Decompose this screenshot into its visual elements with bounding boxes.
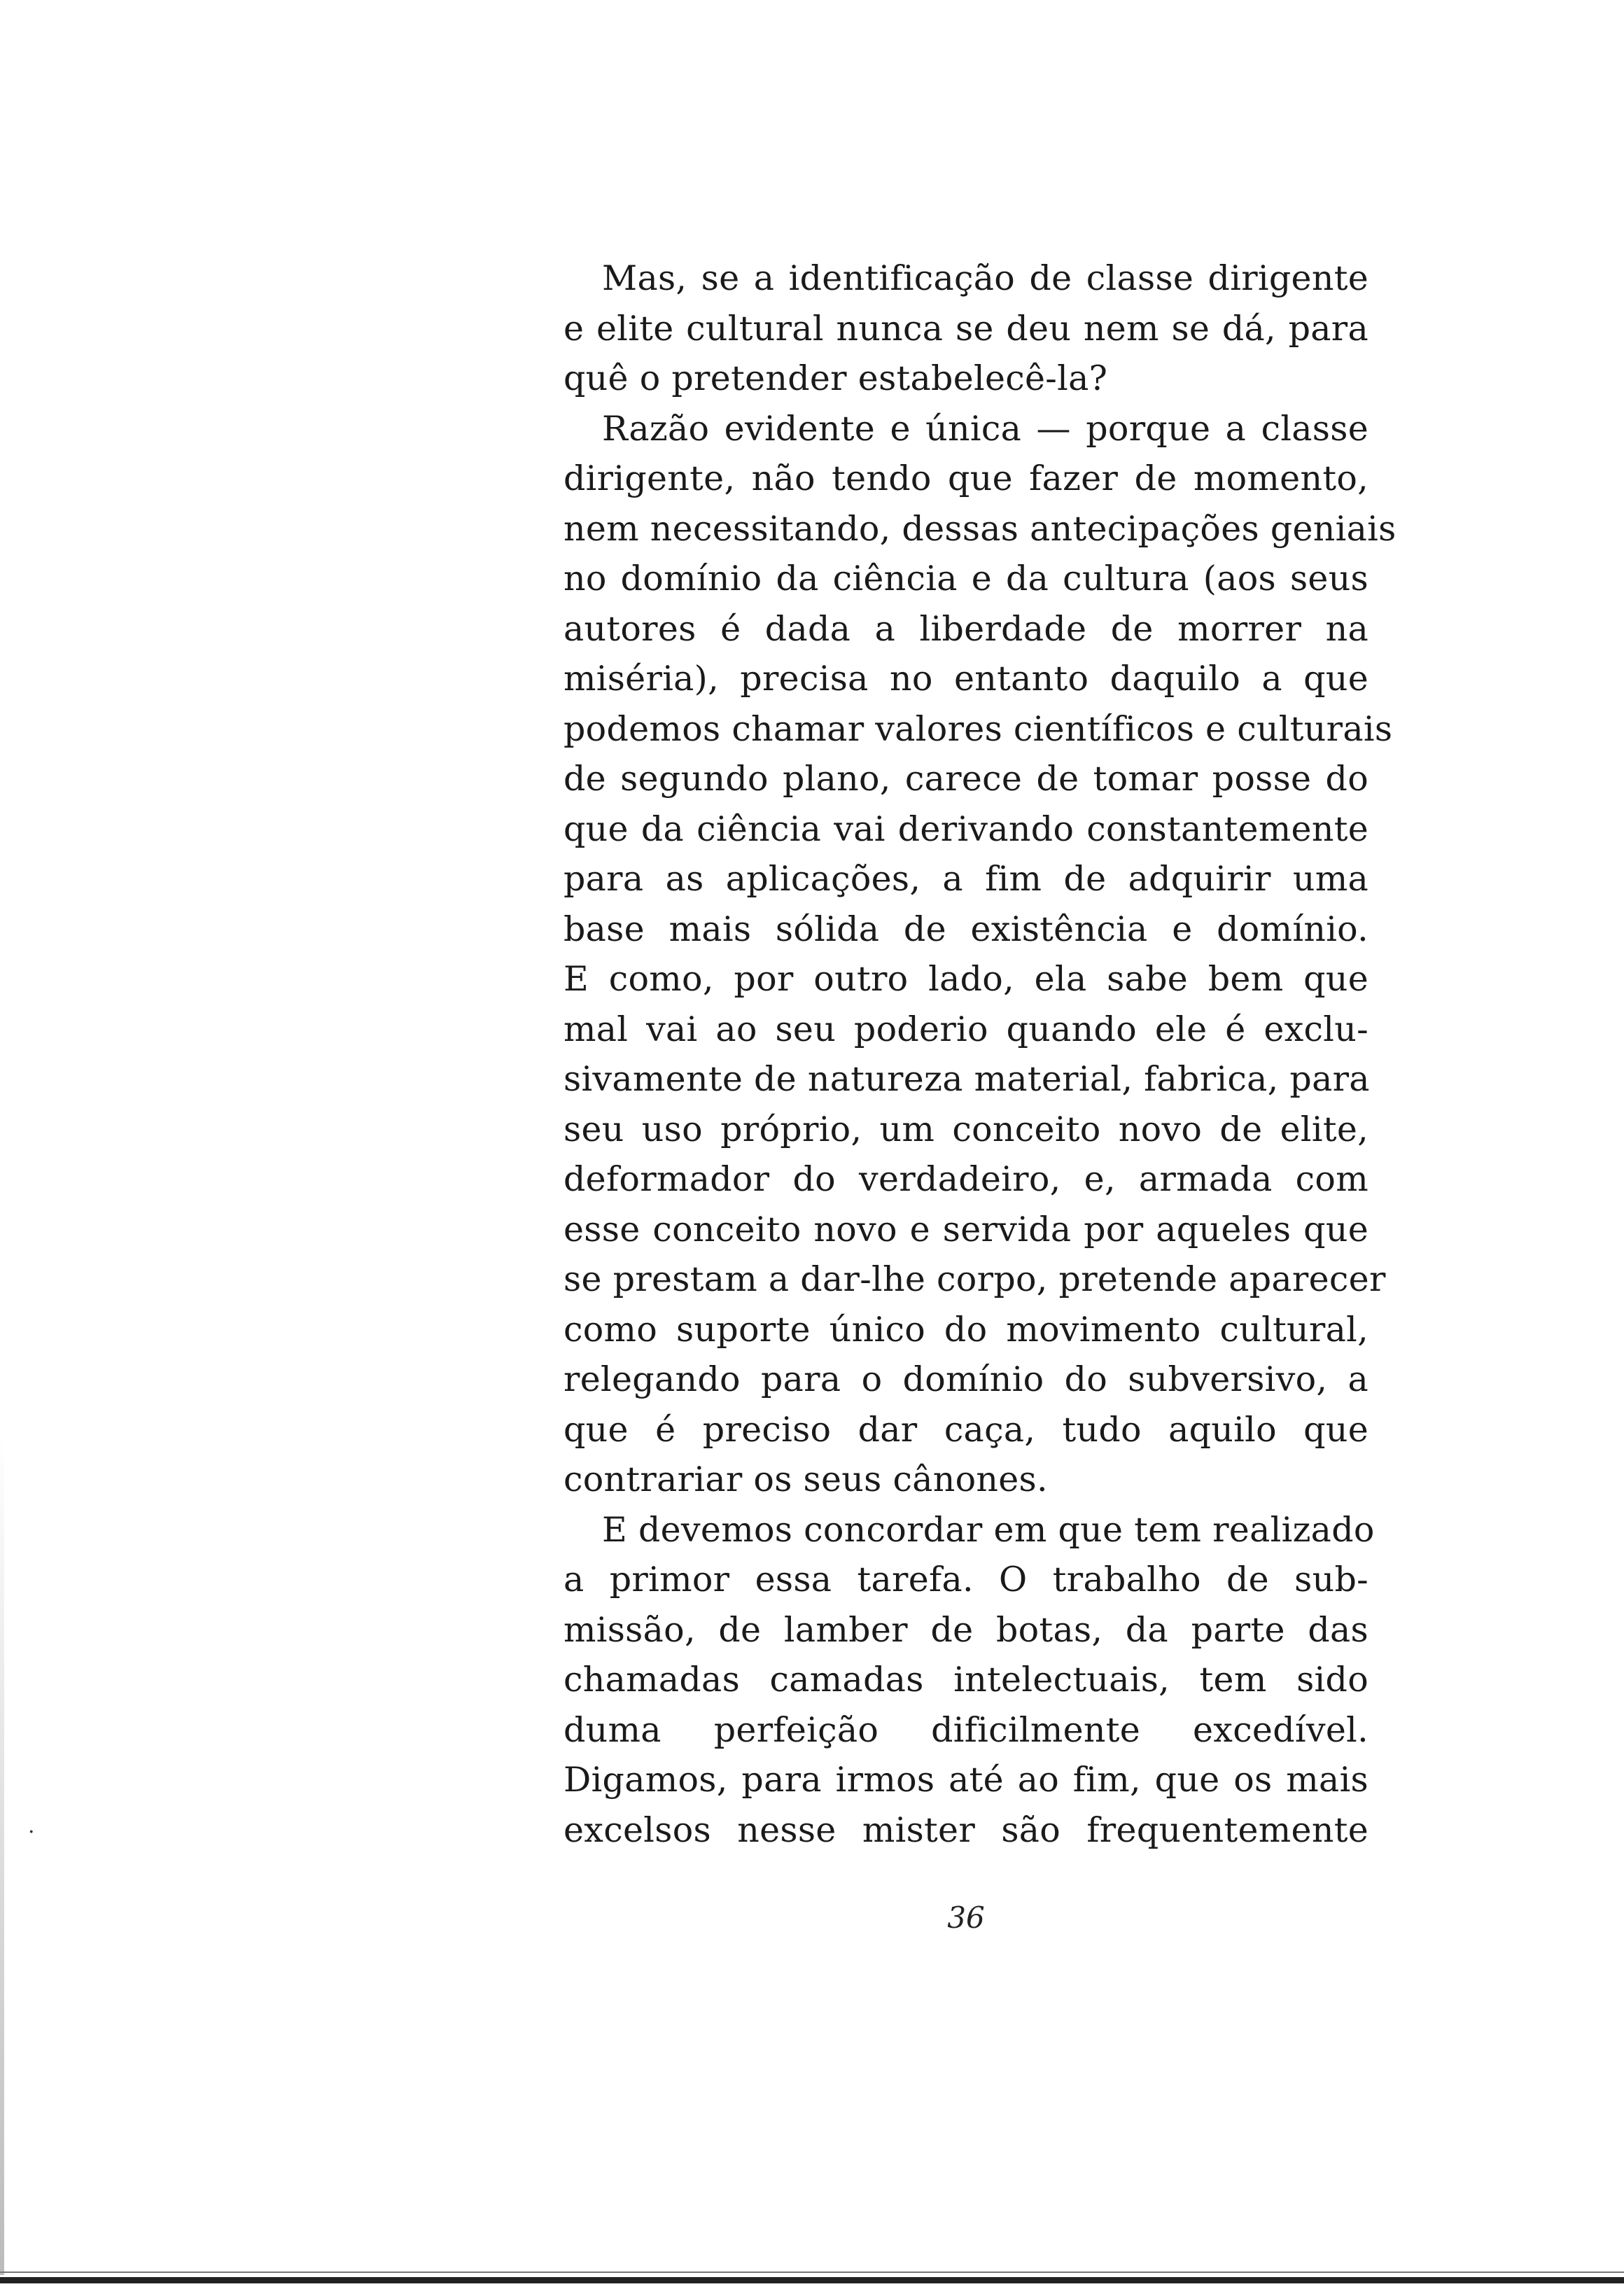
text-line: dirigente, não tendo que fazer de momento, (564, 458, 1368, 498)
text-line: missão, de lamber de botas, da parte das (564, 1609, 1368, 1650)
text-line: Digamos, para irmos até ao fim, que os mais (564, 1760, 1368, 1800)
text-line: no domínio da ciência e da cultura (aos seus (564, 559, 1368, 598)
text-line: podemos chamar valores científicos e culturais (564, 708, 1393, 749)
scan-speck: · (28, 1820, 35, 1844)
text-line: E devemos concordar em que tem realizado (602, 1509, 1375, 1550)
text-line: excelsos nesse mister são frequentemente (564, 1809, 1368, 1850)
text-line: como suporte único do movimento cultural, (564, 1309, 1368, 1350)
text-line: contrariar os seus cânones. (564, 1460, 1048, 1499)
text-line: e elite cultural nunca se deu nem se dá, para (564, 308, 1368, 349)
text-line: miséria), precisa no entanto daquilo a que (564, 659, 1368, 699)
text-line: deformador do verdadeiro, e, armada com (564, 1159, 1368, 1199)
page-number: 36 (947, 1900, 985, 1935)
text-line: base mais sólida de existência e domínio. (564, 909, 1368, 949)
text-line: sivamente de natureza material, fabrica, para (564, 1059, 1370, 1099)
text-line: que é preciso dar caça, tudo aquilo que (564, 1409, 1368, 1450)
text-line: quê o pretender estabelecê-la? (564, 358, 1108, 398)
text-line: Razão evidente e única — porque a classe (602, 408, 1368, 449)
scan-bottom-edge (0, 2277, 1624, 2283)
text-line: que da ciência vai derivando constantemente (564, 808, 1368, 849)
text-line: E como, por outro lado, ela sabe bem que (564, 959, 1368, 999)
text-line: se prestam a dar-lhe corpo, pretende aparecer (564, 1259, 1386, 1299)
text-line: Mas, se a identificação de classe dirigente (602, 258, 1368, 298)
text-line: de segundo plano, carece de tomar posse do (564, 759, 1368, 799)
scan-edge-shadow (0, 1435, 4, 2275)
text-line: a primor essa tarefa. O trabalho de sub- (564, 1560, 1368, 1600)
text-line: para as aplicações, a fim de adquirir uma (564, 859, 1368, 899)
text-line: esse conceito novo e servida por aqueles que (564, 1209, 1368, 1250)
body-text (564, 253, 1396, 1855)
text-line: nem necessitando, dessas antecipações geniais (564, 508, 1396, 549)
text-line: chamadas camadas intelectuais, tem sido (564, 1660, 1368, 1700)
text-line: relegando para o domínio do subversivo, a (564, 1359, 1368, 1399)
text-line: seu uso próprio, um conceito novo de elite, (564, 1109, 1368, 1149)
scan-bottom-edge-thin (0, 2272, 1624, 2273)
text-line: autores é dada a liberdade de morrer na (564, 608, 1368, 649)
text-line: duma perfeição dificilmente excedível. (564, 1709, 1368, 1750)
text-line: mal vai ao seu poderio quando ele é exclu- (564, 1009, 1368, 1049)
